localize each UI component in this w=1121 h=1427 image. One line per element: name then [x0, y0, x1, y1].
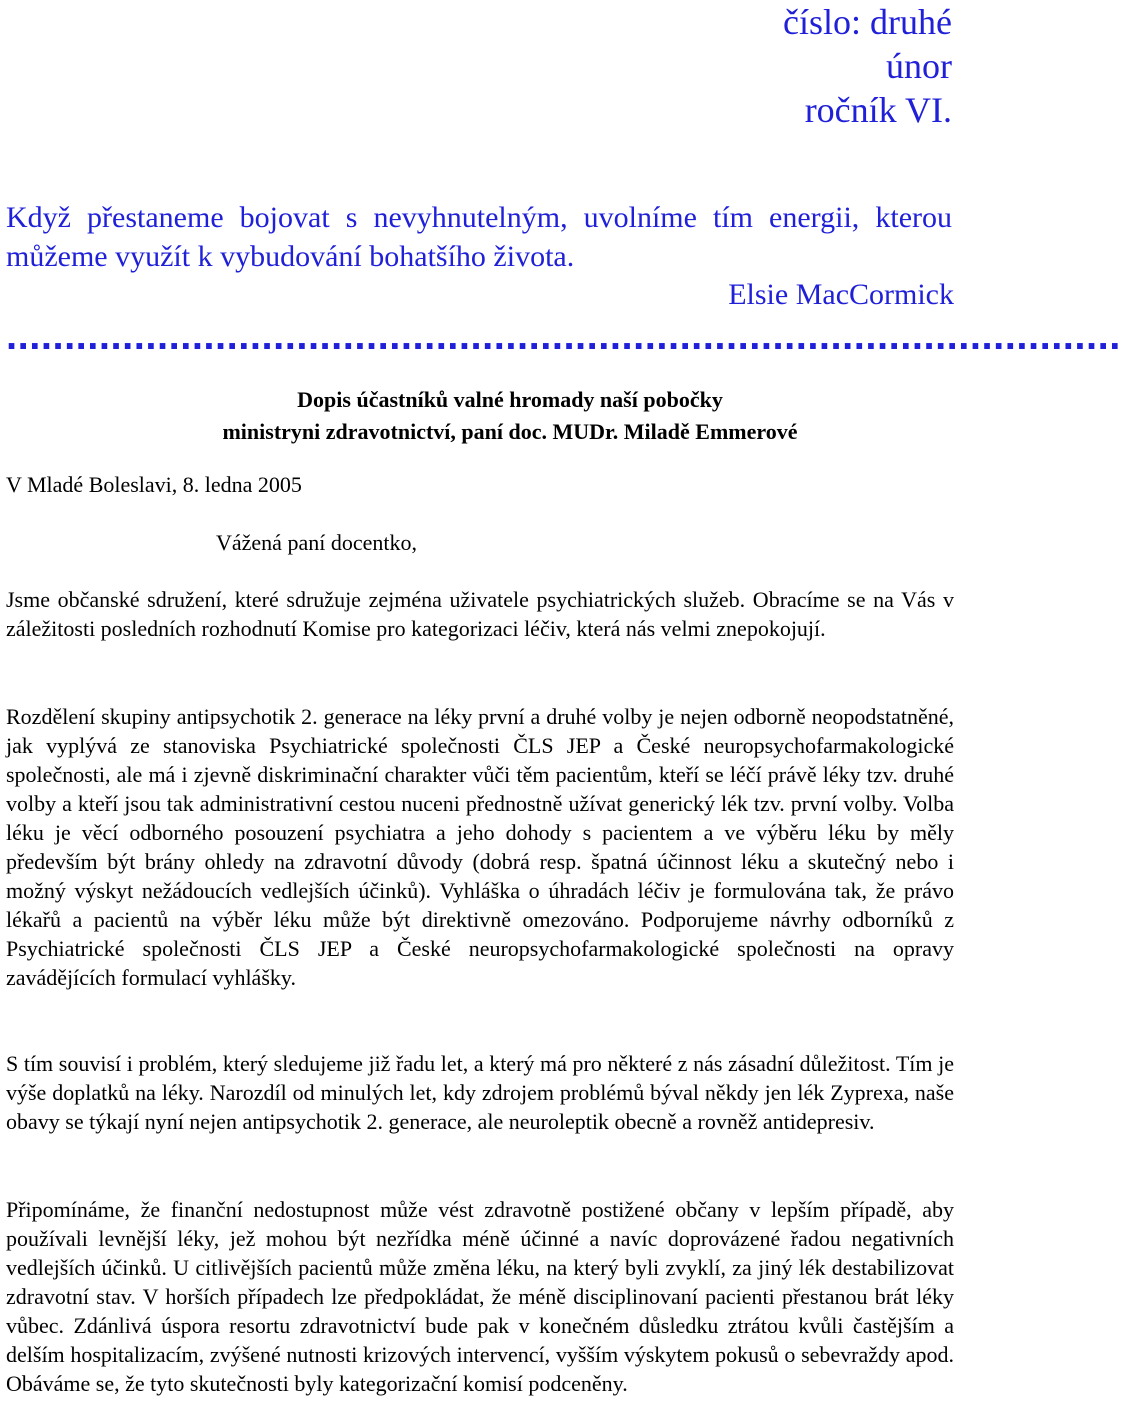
- paragraph: S tím souvisí i problém, který sledujeme již řadu let, a který má pro některé z nás zásadní důležitost. Tím je výše doplatků na léky. Narozdíl od minulých let, kdy zdrojem problémů býval někdy jen lék Zyprexa, naše obavy se týkají nyní nejen antipsychotik 2. generace, ale neuroleptik obecně a rovněž antidepresiv.: [6, 1051, 954, 1134]
- issue-volume: ročník VI.: [804, 90, 952, 130]
- salutation: Vážená paní docentko,: [216, 530, 417, 555]
- letter-heading-line1: Dopis účastníků valné hromady naší pobočky: [297, 387, 723, 412]
- dotted-separator: ................................................................................................: [6, 314, 1121, 358]
- issue-info: [783, 0, 952, 132]
- letter-heading: [60, 384, 960, 448]
- paragraph: Rozdělení skupiny antipsychotik 2. generace na léky první a druhé volby je nejen odborně neopodstatněné, jak vyplývá ze stanoviska Psychiatrické společnosti ČLS JEP a České neuropsychofarmakologické společnosti, ale má i zjevně diskriminační charakter vůči těm pacientům, kteří se léčí právě léky tzv. druhé volby a kteří jsou tak administrativní cestou nuceni přednostně užívat generický lék tzv. první volby. Volba léku je věcí odborného posouzení psychiatra a jeho dohody s pacientem a ve výběru léku by měly především být brány ohledy na zdravotní důvody (dobrá resp. špatná účinnost léku a skutečný nebo i možný výskyt nežádoucích vedlejších účinků). Vyhláška o úhradách léčiv je formulována tak, že právo lékařů a pacientů na výběr léku může být direktivně omezováno. Podporujeme návrhy odborníků z Psychiatrické společnosti ČLS JEP a České neuropsychofarmakologické společnosti na opravy zavádějících formulací vyhlášky.: [6, 704, 954, 990]
- place-date: V Mladé Boleslavi, 8. ledna 2005: [6, 472, 302, 497]
- issue-month: únor: [886, 46, 952, 86]
- paragraph: Jsme občanské sdružení, které sdružuje zejména uživatele psychiatrických služeb. Obracíme se na Vás v záležitosti posledních rozhodnutí Komise pro kategorizaci léčiv, která nás velmi znepokojují.: [6, 587, 954, 641]
- motto-author: Elsie MacCormick: [728, 278, 954, 311]
- letter-heading-line2: ministryni zdravotnictví, paní doc. MUDr. Miladě Emmerové: [222, 419, 798, 444]
- paragraph: Připomínáme, že finanční nedostupnost může vést zdravotně postižené občany v lepším případě, aby používali levnější léky, jež mohou být nezřídka méně účinné a navíc doprovázené řadou negativních vedlejších účinků. U citlivějších pacientů může změna léku, na který byli zvyklí, za jiný lék destabilizovat zdravotní stav. V horších případech lze předpokládat, že méně disciplinovaní pacienti přestanou brát léky vůbec. Zdánlivá úspora resortu zdravotnictví bude pak v konečném důsledku ztrátou kvůli častějším a delším hospitalizacím, zvýšené nutnosti krizových intervencí, vyšším výskytem pokusů o sebevraždy apod. Obáváme se, že tyto skutečnosti byly kategorizační komisí podceněny.: [6, 1197, 954, 1396]
- issue-number: číslo: druhé: [783, 2, 952, 42]
- motto-quote: Když přestaneme bojovat s nevyhnutelným, uvolníme tím energii, kterou můžeme využít k vybudování bohatšího života.: [6, 201, 952, 273]
